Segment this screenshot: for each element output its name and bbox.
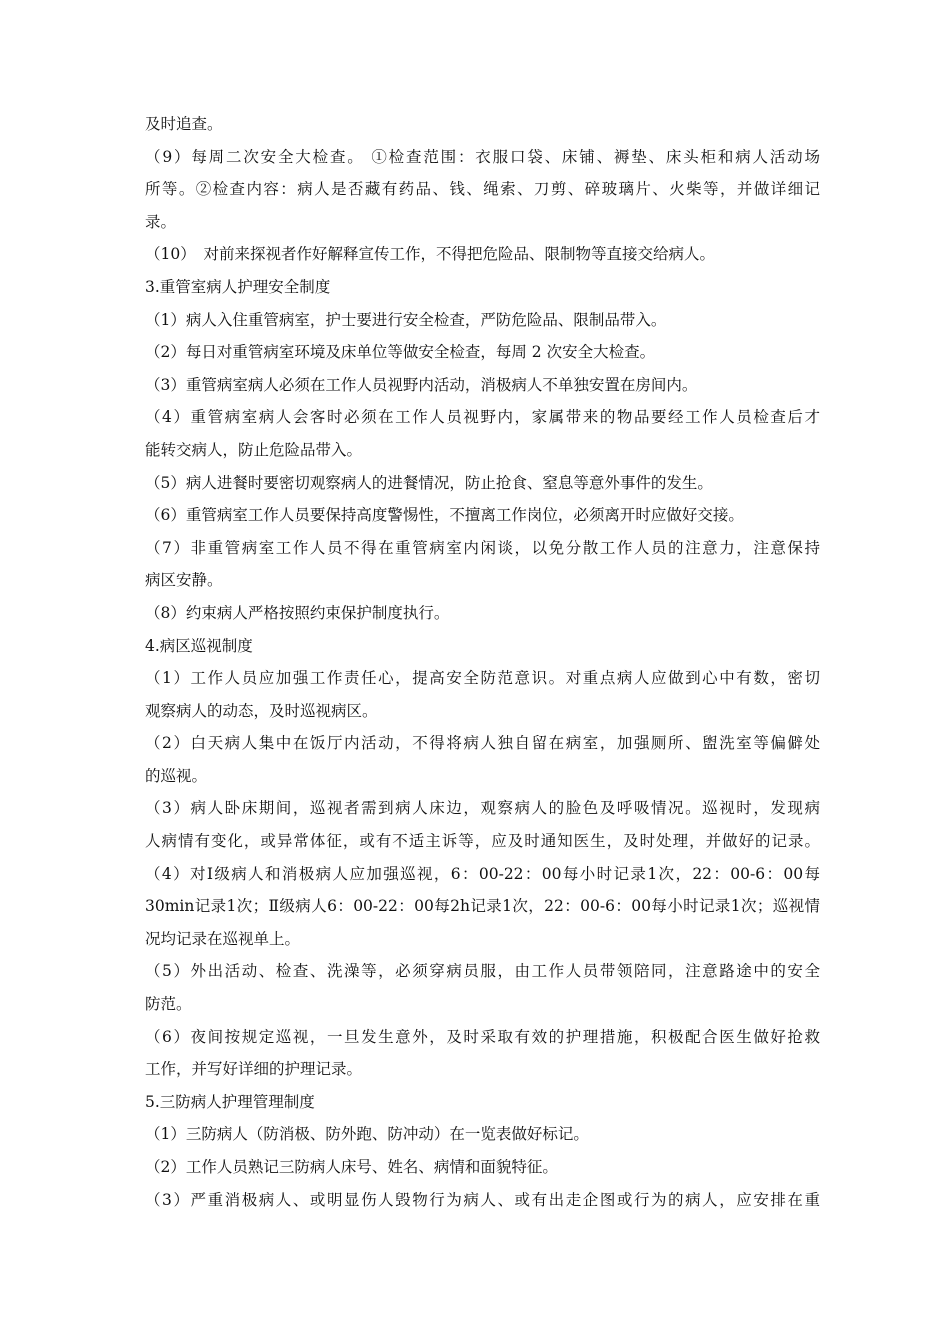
text-line: 观察病人的动态，及时巡视病区。: [145, 701, 378, 720]
text-line: 及时追查。: [145, 115, 223, 133]
text-line: （4）对Ⅰ级病人和消极病人应加强巡视，6：00-22：00每小时记录1次，22：00-6：00每: [145, 864, 820, 883]
text-line: 工作，并写好详细的护理记录。: [145, 1060, 363, 1079]
text-line: 30min记录1次；Ⅱ级病人6：00-22：00每2h记录1次，22：00-6：00每小时记录1次；巡视情: [145, 897, 820, 916]
text-line: 能转交病人，防止危险品带入。: [145, 440, 363, 459]
text-line: 录。: [145, 212, 177, 231]
text-line: 人病情有变化，或异常体征，或有不适主诉等，应及时通知医生，及时处理，并做好的记录。: [145, 832, 820, 851]
text-line: 防范。: [145, 995, 192, 1014]
text-line: （8）约束病人严格按照约束保护制度执行。: [145, 603, 450, 622]
text-line: （9）每周二次安全大检查。 ①检查范围：衣服口袋、床铺、褥垫、床头柜和病人活动场: [145, 147, 820, 166]
text-line: 所等。②检查内容：病人是否藏有药品、钱、绳索、刀剪、碎玻璃片、火柴等，并做详细记: [145, 180, 820, 199]
text-line: 的巡视。: [145, 766, 208, 785]
text-line: （6）夜间按规定巡视，一旦发生意外，及时采取有效的护理措施，积极配合医生做好抢救: [145, 1027, 820, 1046]
text-line: （3）病人卧床期间，巡视者需到病人床边，观察病人的脸色及呼吸情况。巡视时，发现病: [145, 799, 820, 818]
text-line: （3）严重消极病人、或明显伤人毁物行为病人、或有出走企图或行为的病人，应安排在重: [145, 1190, 820, 1209]
text-line: 况均记录在巡视单上。: [145, 929, 301, 948]
text-line: （2）工作人员熟记三防病人床号、姓名、病情和面貌特征。: [145, 1158, 558, 1176]
text-line: （4）重管病室病人会客时必须在工作人员视野内，家属带来的物品要经工作人员检查后才: [145, 408, 820, 427]
text-line: （6）重管病室工作人员要保持高度警惕性，不擅离工作岗位，必须离开时应做好交接。: [145, 506, 744, 525]
text-line: （10） 对前来探视者作好解释宣传工作，不得把危险品、限制物等直接交给病人。: [145, 245, 715, 264]
section-heading: 4.病区巡视制度: [145, 636, 253, 655]
text-line: （1）病人入住重管病室，护士要进行安全检查，严防危险品、限制品带入。: [145, 310, 667, 329]
text-line: （1）工作人员应加强工作责任心，提高安全防范意识。对重点病人应做到心中有数，密切: [145, 669, 820, 688]
document-body: [145, 108, 820, 1216]
section-heading: 3.重管室病人护理安全制度: [145, 277, 331, 296]
text-line: （5）外出活动、检查、洗澡等，必须穿病员服，由工作人员带领陪同，注意路途中的安全: [145, 962, 820, 981]
text-line: （3）重管病室病人必须在工作人员视野内活动，消极病人不单独安置在房间内。: [145, 375, 698, 394]
text-line: （2）每日对重管病室环境及床单位等做安全检查，每周 2 次安全大检查。: [145, 343, 656, 362]
text-line: （7）非重管病室工作人员不得在重管病室内闲谈，以免分散工作人员的注意力，注意保持: [145, 538, 820, 557]
section-heading: 5.三防病人护理管理制度: [145, 1092, 315, 1111]
text-line: （5）病人进餐时要密切观察病人的进餐情况，防止抢食、窒息等意外事件的发生。: [145, 473, 713, 492]
text-line: （1）三防病人（防消极、防外跑、防冲动）在一览表做好标记。: [145, 1125, 589, 1144]
text-line: （2）白天病人集中在饭厅内活动，不得将病人独自留在病室，加强厕所、盥洗室等偏僻处: [145, 734, 820, 753]
text-line: 病区安静。: [145, 571, 223, 590]
